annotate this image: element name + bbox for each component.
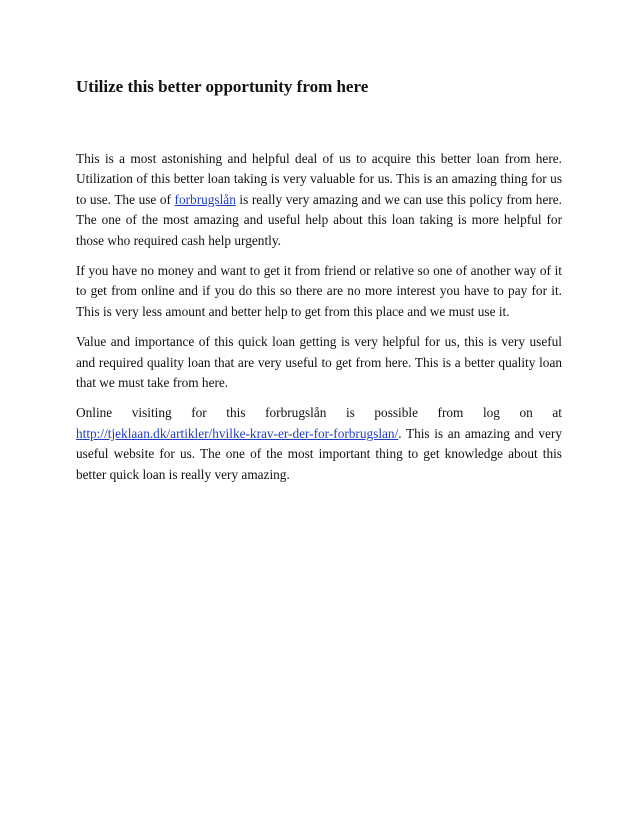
paragraph-1-text-before-link: This is a most astonishing and helpful deal of us to acquire this better loan from here. Utilization of this better loan taking is very valuable for us. This is an amazing thing for us to use. The use of xyxy=(76,151,562,207)
paragraph-2: If you have no money and want to get it from friend or relative so one of another way of it to get from online and if you do this so there are no more interest you have to pay for it. This is very less amount and better help to get from this place and we must use it. xyxy=(76,263,562,319)
paragraph-1-text-after-link: is really very amazing and we can use this policy from here. The one of the most amazing and useful help about this loan taking is more helpful for those who required cash help urgently. xyxy=(76,191,563,248)
document-content xyxy=(76,76,562,495)
forbrugslan-link[interactable]: forbrugslån xyxy=(174,191,236,207)
paragraph-4-text-before-link: Online visiting for this forbrugslån is possible from log on at xyxy=(76,405,562,421)
paragraph-4 xyxy=(76,403,562,485)
paragraph-4-text-after-link: . This is an amazing and very useful website for us. The one of the most important thing to get knowledge about this better quick loan is really very amazing. xyxy=(76,425,562,482)
paragraph-3: Value and importance of this quick loan getting is very helpful for us, this is very useful and required quality loan that are very useful to get from here. This is a better quality loan that we must take from here. xyxy=(76,334,562,391)
paragraph-1 xyxy=(76,149,562,251)
document-title: Utilize this better opportunity from here xyxy=(76,77,369,96)
tjeklaan-url-link[interactable]: http://tjeklaan.dk/artikler/hvilke-krav-er-der-for-forbrugslan/ xyxy=(76,425,399,441)
